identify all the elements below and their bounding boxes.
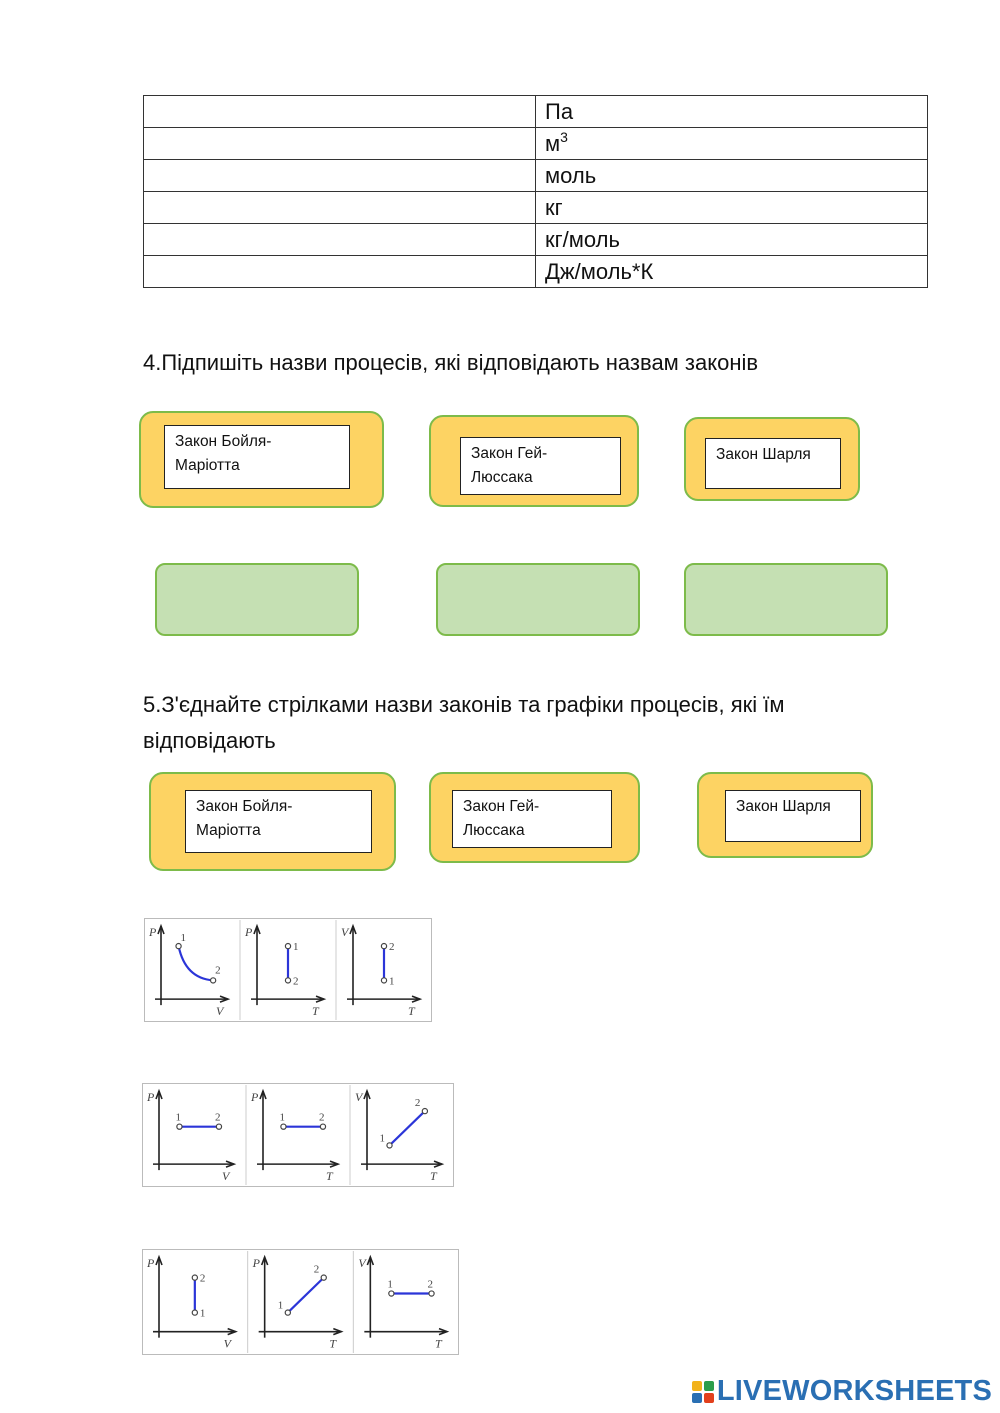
liveworksheets-logo — [692, 1375, 992, 1408]
logo-square — [704, 1393, 714, 1403]
graph-frame — [143, 1084, 454, 1187]
task5-heading: 5.З'єднайте стрілками назви законів та графіки процесів, які їм відповідають — [143, 692, 785, 753]
graph-frame — [143, 1250, 459, 1355]
state-point — [211, 978, 216, 983]
graph-strip-svg — [144, 918, 432, 1022]
y-axis-label: P — [251, 1090, 259, 1104]
state-label: 2 — [414, 1097, 421, 1110]
x-axis-label: T — [435, 1336, 442, 1351]
state-label: 1 — [199, 1307, 206, 1320]
state-point — [381, 943, 386, 948]
answer-slot-1[interactable] — [155, 563, 359, 636]
state-label: 2 — [427, 1278, 434, 1291]
y-axis-label: P — [147, 1256, 155, 1270]
units-table — [143, 95, 928, 288]
unit-text: кг — [545, 194, 563, 220]
x-axis-label: T — [408, 1004, 415, 1019]
unit-text: моль — [545, 162, 597, 188]
state-label: 2 — [214, 1111, 221, 1124]
state-point — [192, 1310, 197, 1315]
state-point — [381, 978, 386, 983]
law-label-charles: Закон Шарля — [725, 790, 861, 842]
state-point — [321, 1275, 326, 1280]
answer-cell[interactable] — [144, 256, 536, 288]
state-label: 1 — [389, 975, 395, 988]
answer-cell[interactable] — [144, 96, 536, 128]
state-point — [422, 1108, 427, 1113]
state-label: 1 — [180, 932, 187, 945]
task4-law-card-boyle — [139, 411, 384, 508]
task4-law-card-gay-lussac — [429, 415, 639, 507]
graph-set-3[interactable] — [142, 1249, 459, 1355]
state-point — [176, 943, 181, 948]
y-axis-label: V — [341, 925, 349, 939]
y-axis-label: P — [149, 925, 157, 939]
unit-text: м — [545, 130, 561, 156]
law-label-boyle-mariotte: Закон Бойля- Маріотта — [185, 790, 372, 853]
state-point — [177, 1124, 182, 1129]
unit-cell — [536, 96, 928, 128]
state-point — [285, 1310, 290, 1315]
logo-square — [692, 1393, 702, 1403]
y-axis-label: P — [252, 1256, 261, 1270]
state-point — [285, 943, 290, 948]
state-label: 2 — [318, 1111, 325, 1124]
state-label: 1 — [279, 1111, 285, 1124]
unit-cell — [536, 160, 928, 192]
task5-law-card-gay-lussac[interactable] — [429, 772, 640, 863]
graph-strip-svg — [142, 1249, 459, 1355]
logo-icon — [692, 1381, 714, 1403]
unit-text: Па — [545, 98, 574, 124]
state-label: 2 — [389, 941, 395, 954]
unit-text: кг/моль — [545, 226, 620, 252]
x-axis-label: T — [326, 1169, 333, 1184]
state-label: 1 — [277, 1299, 284, 1312]
task4-law-card-charles — [684, 417, 860, 501]
table-row — [144, 192, 928, 224]
y-axis-label: V — [355, 1090, 363, 1104]
logo-square — [692, 1381, 702, 1391]
unit-cell — [536, 224, 928, 256]
x-axis-label: V — [216, 1004, 224, 1019]
answer-cell[interactable] — [144, 128, 536, 160]
law-label-boyle-mariotte: Закон Бойля- Маріотта — [164, 425, 350, 489]
graph-strip-svg — [142, 1083, 454, 1187]
logo-text: LIVEWORKSHEETS — [716, 1375, 992, 1407]
answer-slot-3[interactable] — [684, 563, 888, 636]
state-point — [320, 1124, 325, 1129]
state-point — [192, 1275, 197, 1280]
state-point — [285, 978, 290, 983]
x-axis-label: T — [312, 1004, 319, 1019]
y-axis-label: P — [245, 925, 253, 939]
state-point — [389, 1291, 394, 1296]
x-axis-label: V — [222, 1169, 230, 1184]
task5-law-card-boyle[interactable] — [149, 772, 396, 871]
x-axis-label: V — [223, 1336, 232, 1351]
unit-cell — [536, 128, 928, 160]
logo-square — [704, 1381, 714, 1391]
unit-cell — [536, 256, 928, 288]
table-row — [144, 224, 928, 256]
x-axis-label: T — [329, 1336, 337, 1351]
state-label: 2 — [293, 975, 299, 988]
unit-text: Дж/моль*К — [545, 258, 654, 284]
state-label: 1 — [175, 1111, 181, 1124]
state-label: 2 — [215, 964, 221, 977]
state-point — [281, 1124, 286, 1129]
answer-cell[interactable] — [144, 160, 536, 192]
task4-heading: 4.Підпишіть назви процесів, які відповідають назвам законів — [143, 350, 759, 375]
table-row — [144, 256, 928, 288]
unit-cell — [536, 192, 928, 224]
x-axis-label: T — [430, 1169, 437, 1184]
graph-set-2[interactable] — [142, 1083, 454, 1187]
state-label: 1 — [387, 1278, 393, 1291]
law-label-charles: Закон Шарля — [705, 438, 841, 489]
y-axis-label: V — [358, 1256, 366, 1270]
answer-cell[interactable] — [144, 192, 536, 224]
law-label-gay-lussac: Закон Гей- Люссака — [452, 790, 612, 848]
unit-exponent: 3 — [560, 128, 568, 145]
table-row — [144, 160, 928, 192]
state-point — [387, 1143, 392, 1148]
law-label-gay-lussac: Закон Гей- Люссака — [460, 437, 621, 495]
state-label: 2 — [313, 1263, 320, 1276]
state-point — [216, 1124, 221, 1129]
state-point — [429, 1291, 434, 1296]
graph-set-1[interactable] — [144, 918, 432, 1022]
state-label: 1 — [293, 941, 299, 954]
state-label: 1 — [379, 1132, 386, 1145]
y-axis-label: P — [147, 1090, 155, 1104]
table-row — [144, 96, 928, 128]
answer-slot-2[interactable] — [436, 563, 640, 636]
table-row — [144, 128, 928, 160]
answer-cell[interactable] — [144, 224, 536, 256]
task5-law-card-charles[interactable] — [697, 772, 873, 858]
state-label: 2 — [199, 1272, 206, 1285]
